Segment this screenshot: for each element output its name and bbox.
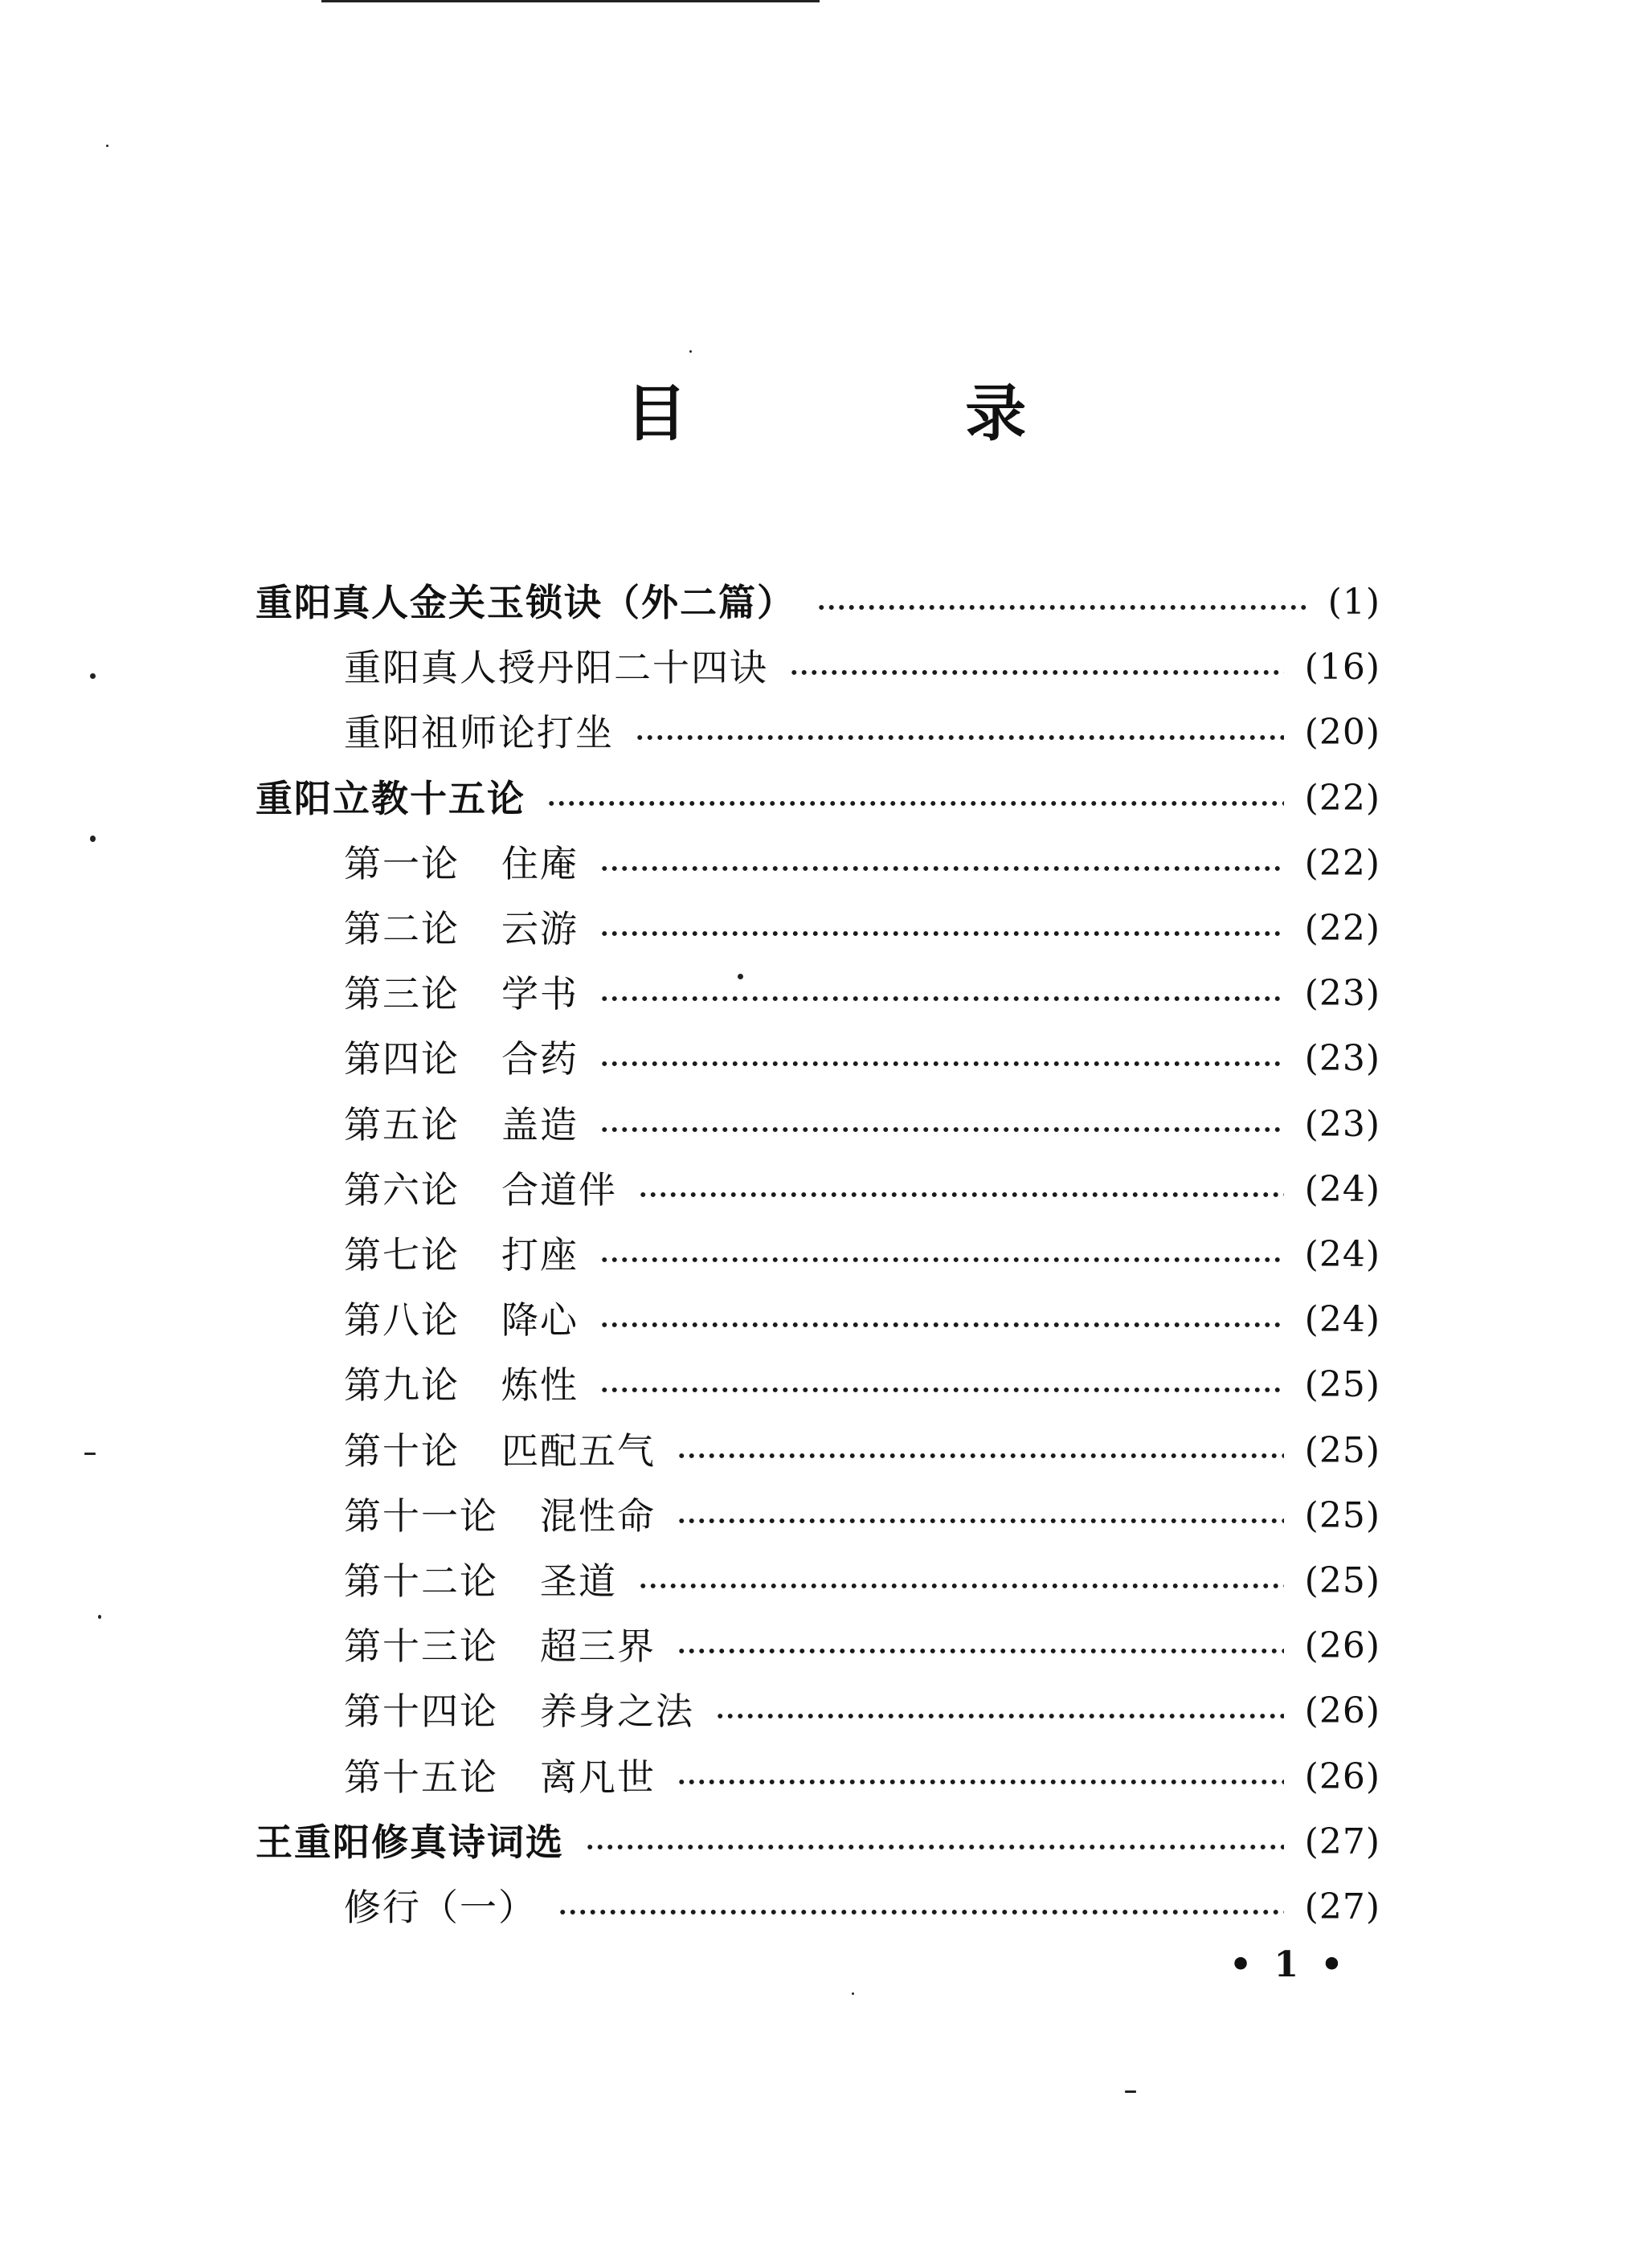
toc-page-number: (27) [1304,1886,1380,1927]
toc-entry-label: 第七论 [344,1233,460,1277]
toc-entry-topic: 住庵 [501,841,579,885]
toc-page-number: (26) [1304,1690,1380,1732]
toc-entry-text [344,705,614,761]
toc-entry-label: 第十四论 [344,1690,498,1734]
dot-leader [638,1191,1284,1198]
toc-page-number: (25) [1304,1364,1380,1406]
toc-entry-topic: 炼性 [501,1363,579,1408]
toc-entry-topic: 匹配五气 [501,1428,656,1473]
toc-entry[interactable] [344,1292,1380,1348]
scan-speck [84,1453,96,1455]
dot-leader [546,800,1284,807]
toc-page-number: (23) [1304,1038,1380,1080]
dot-leader [599,865,1284,872]
toc-entry-topic: 合药 [501,1037,579,1081]
toc-page-number: (25) [1304,1560,1380,1601]
toc-entry-topic: 养身之法 [540,1690,694,1734]
toc-entry-label: 第六论 [344,1167,460,1212]
dot-leader [816,604,1307,611]
toc-entry[interactable] [256,1814,1380,1870]
toc-page-number: (22) [1304,777,1380,819]
dot-leader [558,1909,1284,1915]
toc-entry-text [256,1814,564,1870]
toc-entry-text [344,1423,656,1479]
toc-entry-text [344,901,579,957]
dot-leader [677,1779,1284,1785]
toc-entry-topic: 学书 [501,972,579,1016]
dot-leader [715,1713,1284,1719]
toc-entry-text [344,1683,694,1739]
toc-entry[interactable] [344,1097,1380,1153]
scan-speck [738,974,743,979]
toc-entry-label: 重阳真人金关玉锁诀（外二篇） [256,581,795,624]
toc-entry-label: 重阳立教十五论 [256,776,525,820]
toc-page-number: (22) [1304,842,1380,884]
toc-entry-text [344,1227,579,1283]
toc-entry-label: 第十五论 [344,1755,498,1799]
toc-page-number: (27) [1304,1821,1380,1862]
toc-entry-label: 第九论 [344,1363,460,1408]
toc-page-number: (26) [1304,1755,1380,1797]
toc-page-number: (25) [1304,1494,1380,1536]
dot-leader [677,1518,1284,1524]
toc-entry[interactable] [256,770,1380,827]
toc-page-number: (1) [1327,582,1380,623]
dot-leader [599,1257,1284,1263]
toc-entry-topic: 盖造 [501,1102,579,1146]
toc-entry-label: 第三论 [344,972,460,1016]
dot-leader [599,930,1284,937]
toc-page-number: (23) [1304,1103,1380,1145]
toc-entry-label: 第十三论 [344,1624,498,1669]
toc-page-number: (26) [1304,1625,1380,1667]
toc-entry-text [344,1162,617,1218]
scan-speck [689,350,692,353]
scan-speck [852,1992,854,1995]
toc-entry[interactable] [256,574,1380,631]
toc-entry[interactable] [344,1488,1380,1544]
toc-entry-text [344,1031,579,1087]
scan-speck [106,145,108,147]
toc-entry[interactable] [344,640,1380,696]
toc-entry[interactable] [344,901,1380,957]
toc-entry-label: 第八论 [344,1298,460,1342]
dot-leader [789,669,1284,676]
scan-speck [90,836,96,842]
scan-speck [90,673,96,679]
toc-page-number: (23) [1304,973,1380,1015]
toc-entry[interactable] [344,705,1380,761]
toc-entry-topic: 圣道 [540,1559,617,1603]
dot-leader [599,995,1284,1002]
toc-entry[interactable] [344,1162,1380,1218]
toc-entry-topic: 打座 [501,1233,579,1277]
toc-entry-text [344,1488,656,1544]
page-title: 目 录 [625,378,1155,449]
dot-leader [599,1060,1284,1067]
toc-entry-label: 第一论 [344,841,460,885]
dot-leader [585,1844,1284,1850]
toc-entry[interactable] [344,1683,1380,1739]
toc-entry-label: 第五论 [344,1102,460,1146]
scan-speck [98,1615,101,1619]
toc-page-number: (22) [1304,908,1380,949]
top-edge-rule [321,0,820,2]
toc-entry[interactable] [344,1749,1380,1805]
toc-entry-text [344,1357,579,1413]
toc-entry-text [344,1292,579,1348]
toc-entry[interactable] [344,1879,1380,1935]
page-folio: • 1 • [1229,1944,1348,1985]
toc-entry-label: 第十二论 [344,1559,498,1603]
dot-leader [599,1126,1284,1133]
toc-entry-label: 第二论 [344,907,460,950]
toc-entry-text [344,966,579,1022]
toc-page-number: (16) [1304,647,1380,689]
toc-page-number: (24) [1304,1234,1380,1275]
dot-leader [638,1583,1284,1589]
toc-entry-label: 第十一论 [344,1494,498,1538]
toc-entry-topic: 超三界 [540,1624,656,1669]
toc-entry[interactable] [344,1423,1380,1479]
toc-entry-text [256,770,525,827]
toc-entry[interactable] [344,1618,1380,1674]
toc-entry[interactable] [344,1553,1380,1609]
toc-page-number: (25) [1304,1429,1380,1471]
toc-entry-topic: 合道伴 [501,1167,617,1212]
scan-speck [1125,2090,1136,2093]
toc-entry-label: 第十论 [344,1428,460,1473]
toc-entry[interactable] [344,1031,1380,1087]
toc-entry-text [344,1879,537,1935]
toc-entry-text [344,1618,656,1674]
toc-entry[interactable] [344,966,1380,1022]
toc-entry-topic: 云游 [501,907,579,950]
toc-entry-label: 第四论 [344,1037,460,1081]
dot-leader [599,1322,1284,1328]
dot-leader [677,1453,1284,1459]
toc-entry[interactable] [344,836,1380,892]
toc-entry[interactable] [344,1227,1380,1283]
dot-leader [635,734,1284,741]
dot-leader [599,1387,1284,1393]
toc-entry-label: 修行（一） [344,1886,537,1929]
toc-entry-label: 重阳真人授丹阳二十四诀 [344,646,768,690]
toc-entry-text [344,1749,656,1805]
toc-entry-text [256,574,795,631]
dot-leader [677,1648,1284,1654]
toc-entry-topic: 降心 [501,1298,579,1342]
toc-entry-text [344,1553,617,1609]
toc-entry[interactable] [344,1357,1380,1413]
toc-entry-topic: 离凡世 [540,1755,656,1799]
toc-entry-topic: 混性命 [540,1494,656,1538]
toc-entry-label: 重阳祖师论打坐 [344,711,614,755]
toc-page-number: (24) [1304,1168,1380,1210]
toc-entry-text [344,1097,579,1153]
toc-entry-label: 王重阳修真诗词选 [256,1820,564,1864]
toc-page-number: (24) [1304,1299,1380,1341]
toc-entry-text [344,836,579,892]
toc-page-number: (20) [1304,712,1380,754]
toc-entry-text [344,640,768,696]
